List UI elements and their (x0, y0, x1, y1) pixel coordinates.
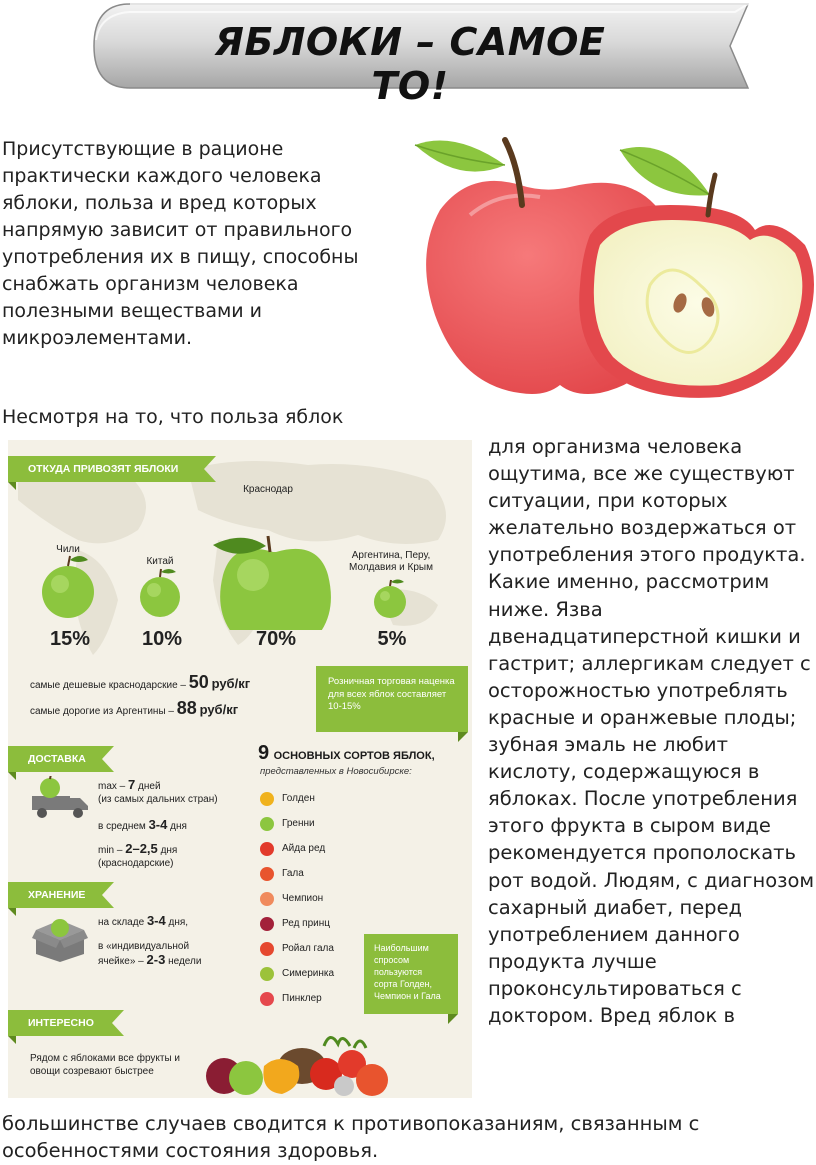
apples-icon (410, 135, 816, 405)
apple-dot-icon (260, 992, 274, 1006)
price-expensive (30, 698, 239, 718)
variety-name: Гренни (282, 818, 315, 829)
delivery-min-value: 2–2,5 (125, 841, 158, 856)
delivery-min-prefix: min – (98, 845, 123, 856)
apple-infographic (8, 440, 472, 1098)
price-expensive-label: самые дорогие из Аргентины – (30, 706, 174, 717)
storage-cell-unit: недели (168, 956, 202, 967)
variety-name: Айда ред (282, 843, 326, 854)
storage-cell-prefix: в «индивидуальной ячейке» – (98, 941, 190, 967)
delivery-max-note: (из самых дальних стран) (98, 794, 218, 805)
closing-paragraph: большинстве случаев сводится к противопоказаниям, связанным с особенностями состояния здоровья. (2, 1112, 700, 1162)
delivery-max-unit: дней (138, 781, 161, 792)
delivery-min (98, 842, 177, 870)
apple-dot-icon (260, 917, 274, 931)
origin-share-krasnodar: 70% (255, 628, 297, 650)
origin-label-argentina: Аргентина, Перу, Молдавия и Крым (349, 550, 433, 573)
popular-note: Наибольшим спросом пользуются сорта Голден, Чемпион и Гала (364, 934, 458, 1014)
apple-dot-icon (260, 792, 274, 806)
storage-cell (98, 940, 228, 968)
varieties-title: ОСНОВНЫХ СОРТОВ ЯБЛОК, (273, 750, 435, 762)
apple-illustration (410, 135, 816, 405)
delivery-max (98, 778, 218, 806)
apple-dot-icon (260, 817, 274, 831)
price-expensive-value: 88 (176, 698, 197, 718)
delivery-avg-value: 3-4 (148, 817, 168, 832)
storage-warehouse-unit: дня, (168, 917, 189, 928)
origin-label-chile: Чили (56, 544, 80, 555)
apple-china-icon (140, 569, 180, 617)
apple-dot-icon (260, 967, 274, 981)
interesting-text: Рядом с яблоками все фрукты и овощи созревают быстрее (30, 1053, 181, 1077)
storage-warehouse (98, 914, 188, 929)
apple-dot-icon (260, 842, 274, 856)
ribbon-fold (8, 908, 16, 916)
variety-name: Чемпион (282, 893, 324, 904)
variety-name: Голден (282, 793, 315, 804)
origin-share-chile: 15% (49, 628, 91, 650)
interesting-ribbon (8, 1010, 112, 1036)
origin-ribbon (8, 456, 204, 482)
price-cheap (30, 672, 251, 692)
delivery-min-unit: дня (160, 845, 178, 856)
price-cheap-unit: руб/кг (211, 676, 251, 691)
delivery-avg-unit: дня (170, 821, 187, 832)
variety-name: Ройал гала (282, 943, 334, 954)
delivery-min-note: (краснодарские) (98, 858, 174, 869)
delivery-avg (98, 818, 187, 833)
page-title: ЯБЛОКИ – САМОЕ ТО! (214, 20, 606, 108)
origin-share-china: 10% (141, 628, 183, 650)
delivery-max-prefix: max – (98, 781, 126, 792)
ribbon-fold (8, 772, 16, 780)
delivery-avg-prefix: в среднем (98, 821, 146, 832)
intro-continued: Несмотря на то, что польза яблок (2, 406, 344, 428)
origin-label-krasnodar: Краснодар (243, 484, 293, 495)
variety-name: Гала (282, 868, 304, 879)
delivery-header: ДОСТАВКА (28, 753, 86, 765)
storage-ribbon (8, 882, 102, 908)
variety-name: Симеринка (282, 968, 335, 979)
price-expensive-unit: руб/кг (199, 702, 239, 717)
variety-name: Пинклер (282, 993, 322, 1004)
storage-warehouse-value: 3-4 (146, 913, 166, 928)
apple-argentina-icon (374, 580, 406, 619)
origin-header: ОТКУДА ПРИВОЗЯТ ЯБЛОКИ (28, 463, 179, 475)
delivery-ribbon (8, 746, 102, 772)
fruit-pile-icon (204, 1026, 394, 1098)
ribbon-fold (8, 1036, 16, 1044)
origin-share-argentina: 5% (377, 628, 407, 650)
storage-warehouse-prefix: на складе (98, 917, 145, 928)
varieties-heading (258, 742, 435, 765)
apple-dot-icon (260, 892, 274, 906)
apple-krasnodar-icon (213, 536, 331, 630)
storage-cell-value: 2-3 (146, 952, 166, 967)
price-cheap-value: 50 (188, 672, 209, 692)
price-cheap-label: самые дешевые краснодарские – (30, 680, 186, 691)
apple-chile-icon (42, 556, 94, 618)
apple-dot-icon (260, 867, 274, 881)
intro-paragraph: Присутствующие в рационе практически каждого человека яблоки, польза и вред которых напрямую зависит от правильного употребления их в пищу, способны снабжать организм человека полезными веществами и микроэлементами. (2, 138, 359, 349)
storage-header: ХРАНЕНИЕ (28, 889, 86, 901)
markup-note: Розничная торговая наценка для всех яблок составляет 10-15% (316, 666, 468, 732)
varieties-subtitle: представленных в Новосибирске: (260, 766, 412, 777)
apple-dot-icon (260, 942, 274, 956)
side-paragraph: для организма человека ощутима, все же существуют ситуации, при которых желательно воздержаться от употребления этого продукта. Какие именно, рассмотрим ниже. Язва двенадцатиперстной кишки и гастрит; аллергикам следует с осторожностью употреблять красные и оранжевые плоды; зубная эмаль не любит кислоту, содержащуюся в яблоках. После употребления этого фрукта в сыром виде рекомендуется прополоскать рот водой. Людям, с диагнозом сахарный диабет, перед употреблением данного продукта лучше проконсультироваться с доктором. Вред яблок в (488, 435, 815, 1027)
truck-icon (30, 776, 90, 820)
delivery-max-value: 7 (128, 777, 136, 792)
box-icon (32, 912, 88, 964)
variety-name: Ред принц (282, 918, 330, 929)
origin-label-china: Китай (146, 556, 174, 567)
interesting-header: ИНТЕРЕСНО (28, 1017, 94, 1029)
varieties-count: 9 (258, 742, 270, 764)
